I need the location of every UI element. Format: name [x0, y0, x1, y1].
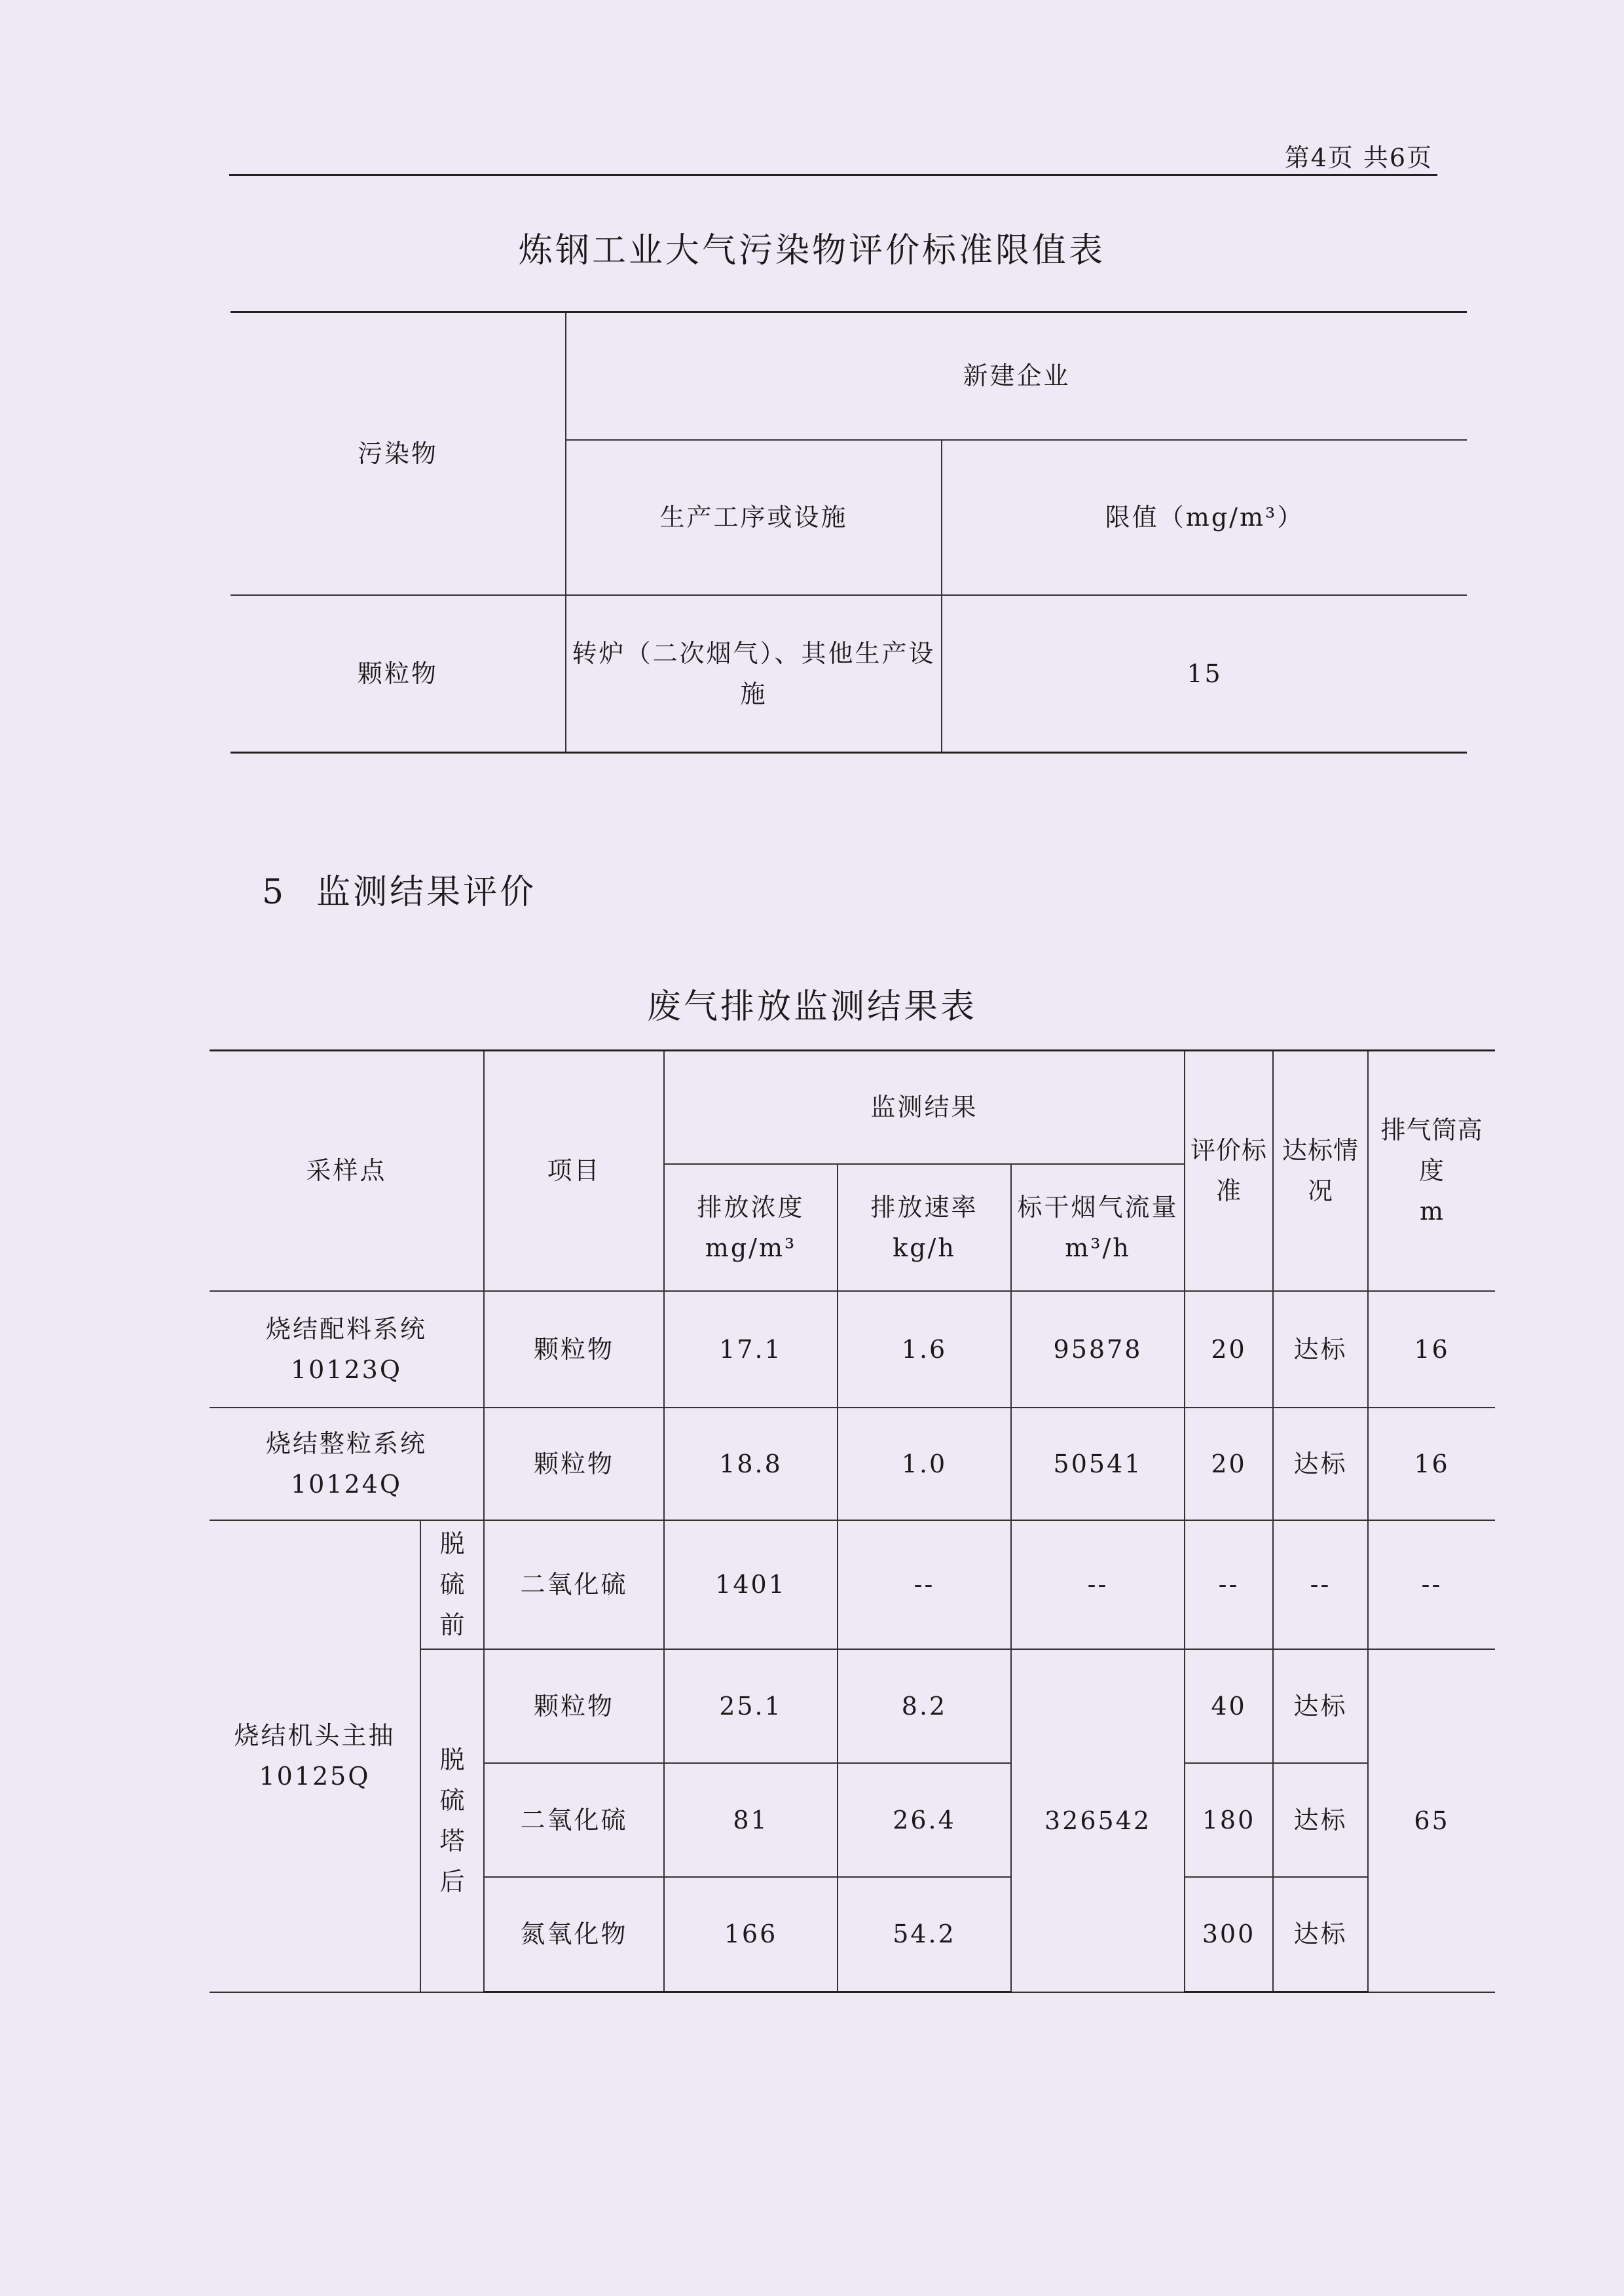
header-concentration-label: 排放浓度 [697, 1192, 805, 1222]
cell-stage-after [420, 1649, 484, 1992]
cell-flow: 50541 [1011, 1408, 1185, 1520]
header-new-enterprise: 新建企业 [566, 312, 1467, 440]
table1-title: 炼钢工业大气污染物评价标准限值表 [518, 231, 1105, 270]
cell-item: 颗粒物 [484, 1291, 664, 1408]
cell-item: 二氧化硫 [484, 1520, 664, 1649]
cell-status: 达标 [1273, 1408, 1368, 1520]
header-flow-unit: m³/h [1065, 1233, 1131, 1262]
header-compliance: 达标情况 [1273, 1051, 1368, 1291]
header-sampling-point: 采样点 [210, 1051, 484, 1291]
table-row [210, 1291, 1495, 1408]
cell-item: 颗粒物 [484, 1408, 664, 1520]
cell-flow: -- [1011, 1520, 1185, 1649]
cell-height: 16 [1368, 1408, 1495, 1520]
row-process: 转炉（二次烟气）、其他生产设施 [566, 595, 942, 753]
header-concentration-unit: mg/m³ [705, 1233, 797, 1262]
cell-standard: 180 [1185, 1763, 1273, 1877]
page-number: 第4页 共6页 [1284, 143, 1433, 172]
cell-status: -- [1273, 1520, 1368, 1649]
cell-rate: 1.6 [838, 1291, 1011, 1408]
cell-conc: 1401 [664, 1520, 838, 1649]
header-standard: 评价标准 [1185, 1051, 1273, 1291]
cell-standard: 20 [1185, 1408, 1273, 1520]
table-row [210, 1408, 1495, 1520]
cell-conc: 18.8 [664, 1408, 838, 1520]
cell-stage-before [420, 1520, 484, 1649]
cell-conc: 25.1 [664, 1649, 838, 1763]
cell-conc: 166 [664, 1877, 838, 1992]
header-rule [229, 174, 1437, 176]
row-limit: 15 [942, 595, 1467, 753]
cell-item: 颗粒物 [484, 1649, 664, 1763]
cell-item: 二氧化硫 [484, 1763, 664, 1877]
section-number: 5 [262, 873, 287, 912]
cell-standard: 40 [1185, 1649, 1273, 1763]
cell-status: 达标 [1273, 1291, 1368, 1408]
header-process: 生产工序或设施 [566, 440, 942, 595]
header-flow-label: 标干烟气流量 [1017, 1192, 1179, 1222]
header-rate-label: 排放速率 [870, 1192, 978, 1222]
header-monitoring-result: 监测结果 [664, 1051, 1185, 1164]
section-title: 监测结果评价 [316, 873, 537, 912]
row-pollutant: 颗粒物 [231, 595, 566, 753]
cell-point: 烧结机头主抽 10125Q [210, 1520, 420, 1992]
emission-limit-table [231, 311, 1467, 754]
header-rate-unit: kg/h [893, 1233, 956, 1262]
header-stack-height [1368, 1051, 1495, 1291]
cell-point: 烧结配料系统 10123Q [210, 1291, 484, 1408]
cell-rate: -- [838, 1520, 1011, 1649]
cell-status: 达标 [1273, 1763, 1368, 1877]
header-concentration [664, 1164, 838, 1291]
cell-height: -- [1368, 1520, 1495, 1649]
stage-before-label: 脱硫前 [439, 1529, 465, 1639]
header-limit: 限值（mg/m³） [942, 440, 1467, 595]
cell-standard: -- [1185, 1520, 1273, 1649]
cell-conc: 81 [664, 1763, 838, 1877]
cell-flow: 95878 [1011, 1291, 1185, 1408]
cell-standard: 300 [1185, 1877, 1273, 1992]
header-item: 项目 [484, 1051, 664, 1291]
cell-status: 达标 [1273, 1649, 1368, 1763]
cell-rate: 54.2 [838, 1877, 1011, 1992]
table-row [210, 1520, 1495, 1649]
stage-after-label: 脱硫塔后 [439, 1745, 465, 1896]
header-stack-height-unit: m [1419, 1197, 1445, 1226]
cell-height: 16 [1368, 1291, 1495, 1408]
table2-title: 废气排放监测结果表 [646, 987, 977, 1027]
header-rate [838, 1164, 1011, 1291]
cell-rate: 1.0 [838, 1408, 1011, 1520]
cell-conc: 17.1 [664, 1291, 838, 1408]
header-flow [1011, 1164, 1185, 1291]
section-heading [262, 864, 536, 913]
cell-rate: 8.2 [838, 1649, 1011, 1763]
cell-height: 65 [1368, 1649, 1495, 1992]
cell-rate: 26.4 [838, 1763, 1011, 1877]
cell-standard: 20 [1185, 1291, 1273, 1408]
cell-status: 达标 [1273, 1877, 1368, 1992]
header-stack-height-label: 排气筒高度 [1380, 1116, 1483, 1186]
header-pollutant: 污染物 [231, 312, 566, 595]
cell-item: 氮氧化物 [484, 1877, 664, 1992]
monitoring-results-table [210, 1049, 1495, 1993]
cell-point: 烧结整粒系统 10124Q [210, 1408, 484, 1520]
cell-flow: 326542 [1011, 1649, 1185, 1992]
